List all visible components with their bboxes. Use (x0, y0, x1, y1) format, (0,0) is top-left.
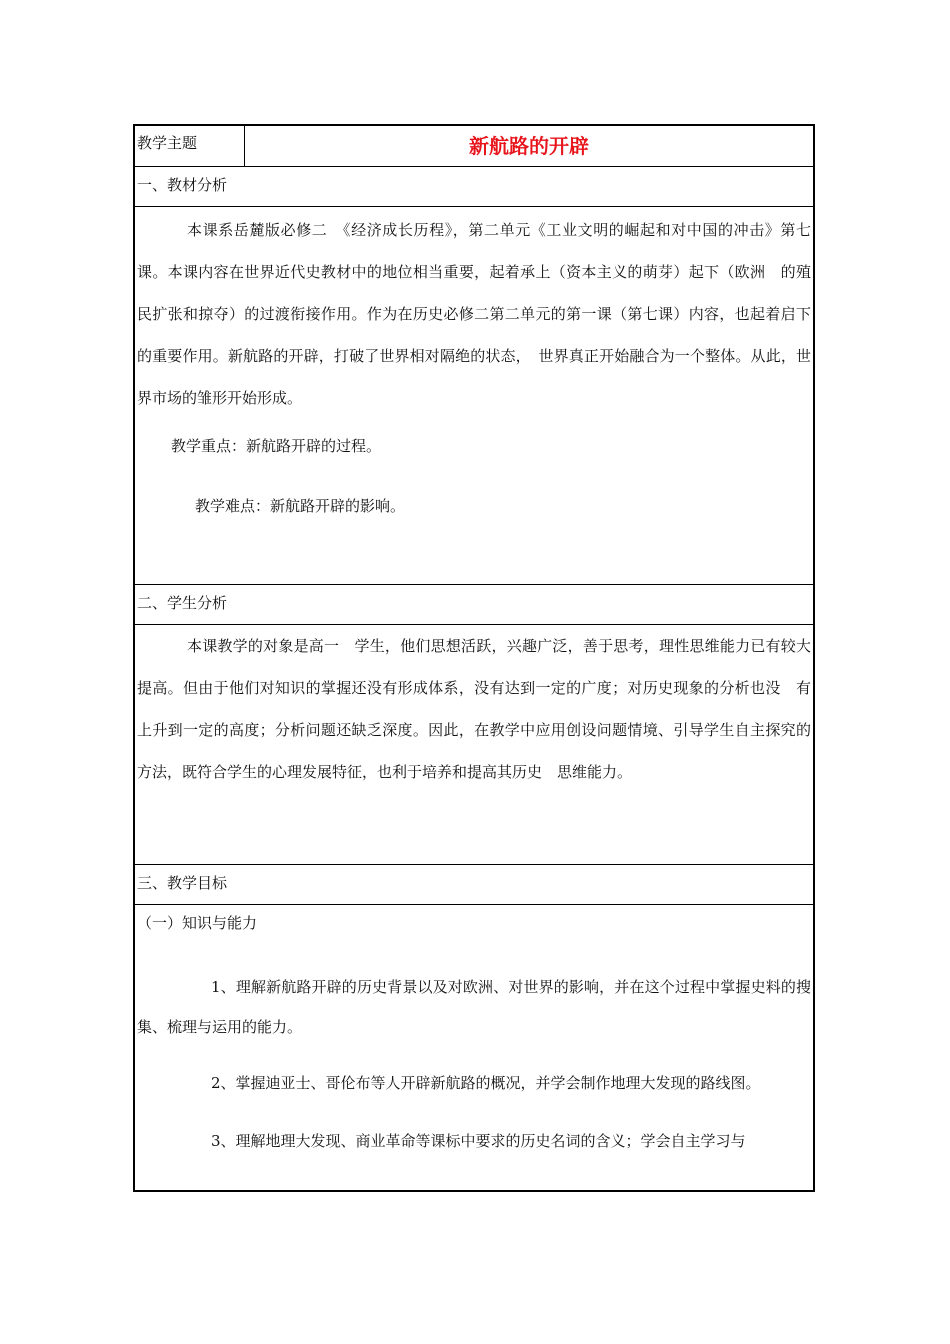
difficult-point: 教学难点：新航路开辟的影响。 (195, 497, 406, 515)
materials-heading-row (135, 166, 813, 207)
objective-item-3: 3、理解地理大发现、商业革命等课标中要求的历史名词的含义；学会自主学习与 (211, 1132, 746, 1150)
objective-item-2: 2、掌握迪亚士、哥伦布等人开辟新航路的概况，并学会制作地理大发现的路线图。 (211, 1074, 761, 1092)
topic-label: 教学主题 (135, 126, 245, 166)
topic-row (135, 126, 813, 166)
students-heading-row (135, 584, 813, 625)
materials-body: 本课系岳麓版必修二 《经济成长历程》，第二单元《工业文明的崛起和对中国的冲击》第七课。本课内容在世界近代史教材中的地位相当重要，起着承上（资本主义的萌芽）起下（欧洲 的殖民扩张和掠夺）的过渡衔接作用。作为在历史必修二第二单元的第一课（第七课）内容，也起着启下的重要作用。新航路的开辟，打破了世界相对隔绝的状态， 世界真正开始融合为一个整体。从此，世界市场的雏形开始形成。 (137, 221, 811, 407)
page-title: 新航路的开辟 (469, 134, 589, 158)
objectives-heading: 三、教学目标 (137, 874, 228, 892)
objectives-subheading: （一）知识与能力 (137, 914, 258, 932)
students-body-row (135, 624, 813, 865)
key-point: 教学重点：新航路开辟的过程。 (171, 437, 382, 455)
objective-item-1: 1、理解新航路开辟的历史背景以及对欧洲、对世界的影响，并在这个过程中掌握史料的搜集、梳理与运用的能力。 (137, 978, 811, 1036)
lesson-plan-table (133, 124, 815, 1192)
students-body: 本课教学的对象是高一 学生，他们思想活跃，兴趣广泛，善于思考，理性思维能力已有较大提高。但由于他们对知识的掌握还没有形成体系，没有达到一定的广度；对历史现象的分析也没 有上升到一定的高度；分析问题还缺乏深度。因此，在教学中应用创设问题情境、引导学生自主探究的方法，既符合学生的心理发展特征，也利于培养和提高其历史 思维能力。 (137, 637, 811, 781)
objectives-body-row (135, 904, 813, 1193)
objectives-heading-row (135, 864, 813, 905)
students-heading: 二、学生分析 (137, 594, 228, 612)
materials-body-row (135, 206, 813, 585)
materials-heading: 一、教材分析 (137, 176, 228, 194)
